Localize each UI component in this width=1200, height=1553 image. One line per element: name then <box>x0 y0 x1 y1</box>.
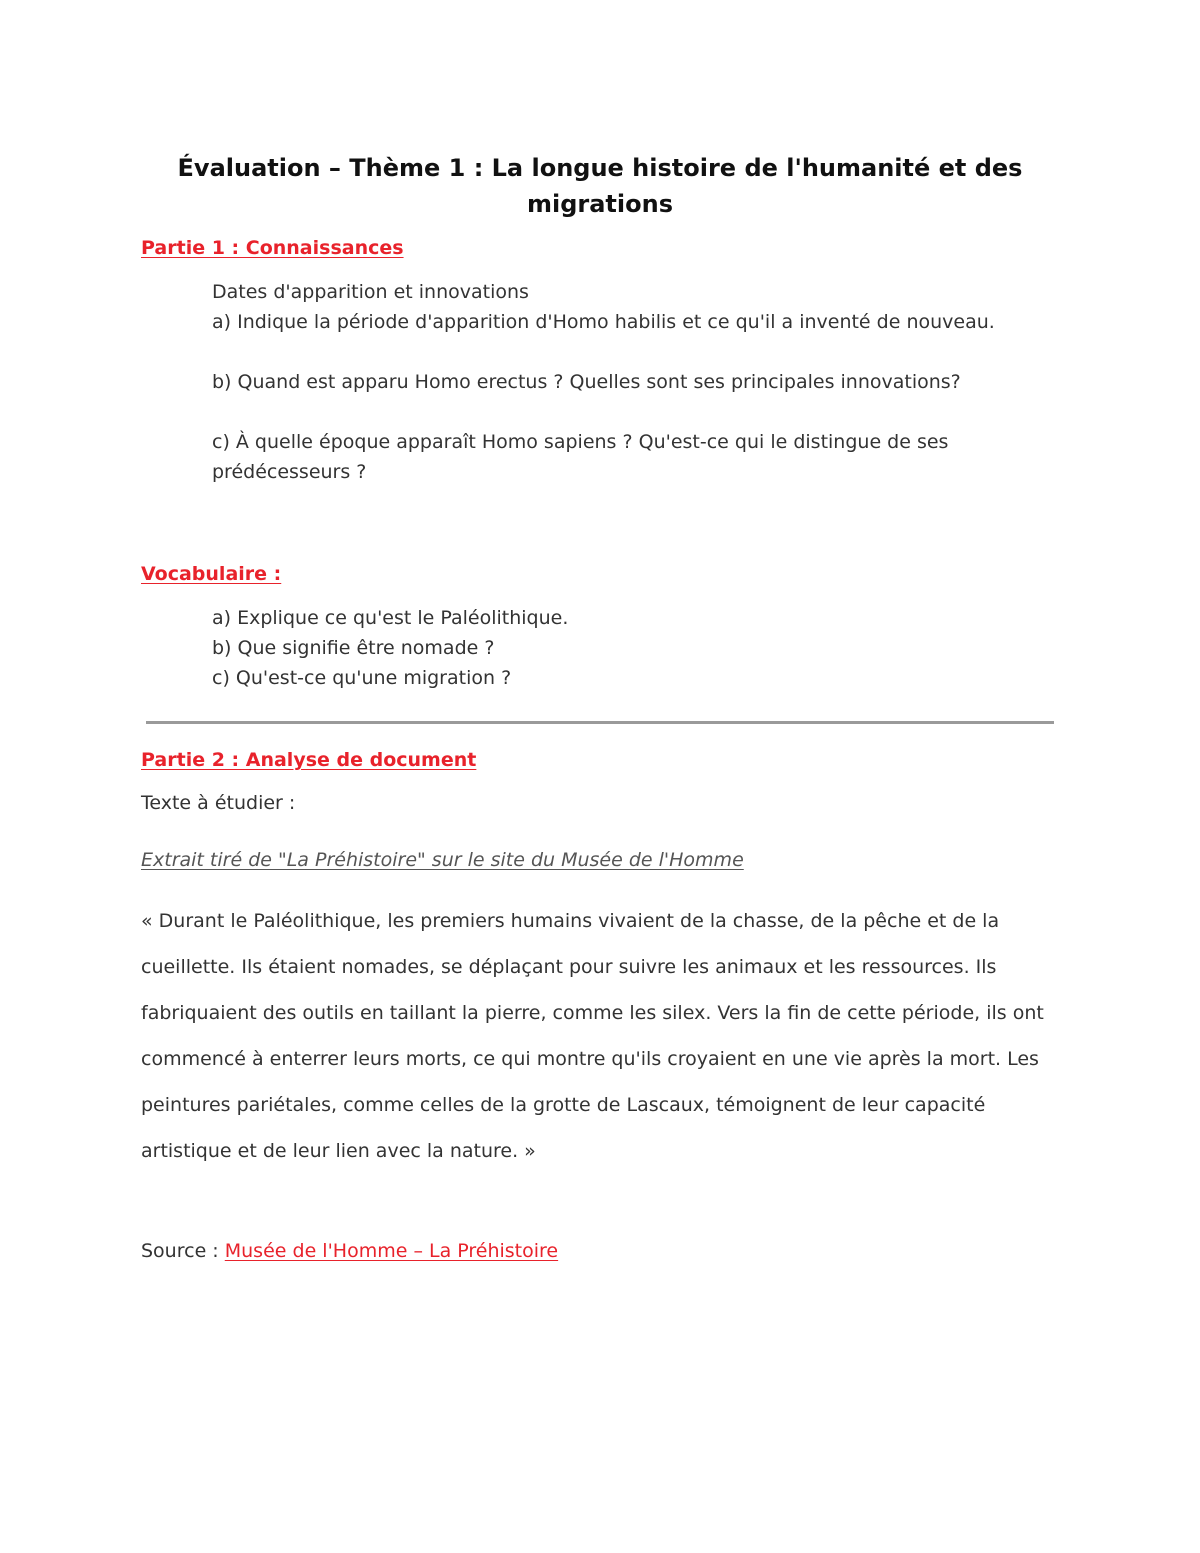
vocab-list <box>212 603 1072 693</box>
source-line <box>141 1240 558 1262</box>
source-link[interactable]: Musée de l'Homme – La Préhistoire <box>224 1240 559 1262</box>
question-a: a) Indique la période d'apparition d'Homo habilis et ce qu'il a inventé de nouveau. <box>212 311 995 333</box>
source-label: Source : <box>141 1240 225 1262</box>
text-label: Texte à étudier : <box>141 792 296 814</box>
question-b: b) Quand est apparu Homo erectus ? Quelles sont ses principales innovations? <box>212 371 961 393</box>
vocab-item-a: a) Explique ce qu'est le Paléolithique. <box>212 607 569 629</box>
vocab-item-c: c) Qu'est-ce qu'une migration ? <box>212 667 512 689</box>
page-title: Évaluation – Thème 1 : La longue histoire de l'humanité et des migrations <box>177 154 1023 218</box>
vocab-heading: Vocabulaire : <box>141 563 282 585</box>
part1-intro: Dates d'apparition et innovations <box>212 281 529 303</box>
part1-questions <box>212 277 1072 487</box>
question-c: c) À quelle époque apparaît Homo sapiens ? Qu'est-ce qui le distingue de ses prédécesseurs ? <box>212 431 949 483</box>
extract-title: Extrait tiré de "La Préhistoire" sur le site du Musée de l'Homme <box>141 849 744 871</box>
vocab-item-b: b) Que signifie être nomade ? <box>212 637 495 659</box>
section-divider <box>146 721 1054 724</box>
part1-heading: Partie 1 : Connaissances <box>141 237 404 259</box>
document-quote: « Durant le Paléolithique, les premiers humains vivaient de la chasse, de la pêche et de la cueillette. Ils étaient nomades, se déplaçant pour suivre les animaux et les ressources. Ils fabriquaient des outils en taillant la pierre, comme les silex. Vers la fin de cette période, ils ont commencé à enterrer leurs morts, ce qui montre qu'ils croyaient en une vie après la mort. Les peintures pariétales, comme celles de la grotte de Lascaux, témoignent de leur capacité artistique et de leur lien avec la nature. » <box>141 910 1044 1162</box>
part2-heading: Partie 2 : Analyse de document <box>141 749 477 771</box>
